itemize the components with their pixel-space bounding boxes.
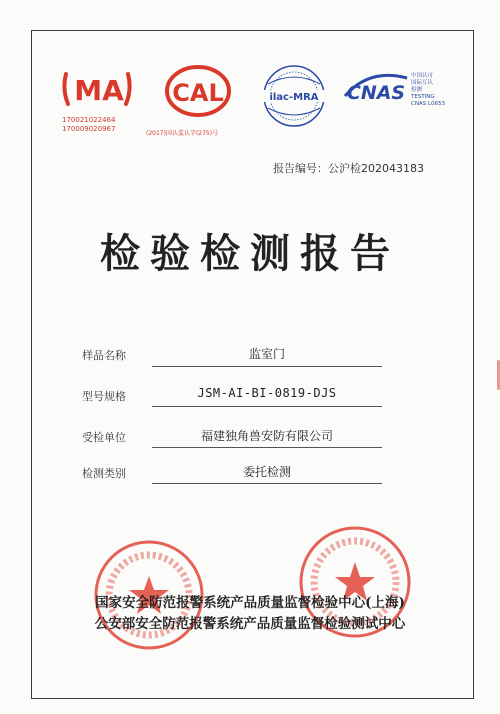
cnas-logo [339, 66, 413, 110]
cma-mark: MA [74, 74, 124, 107]
sample-name-value: 监室门 [248, 347, 285, 361]
test-category-line [152, 483, 382, 484]
cal-mark: CAL [172, 79, 224, 107]
cma-numbers [62, 116, 115, 134]
test-category-label: 检测类别 [82, 467, 126, 480]
cnas-side-text [411, 73, 445, 108]
model-spec-value: JSM-AI-BI-0819-DJS [197, 386, 337, 400]
cnas-mark: CNAS [346, 82, 406, 104]
cma-number-1: 170021022464 [62, 116, 116, 124]
issuer-line-2: 公安部安全防范报警系统产品质量监督检验测试中心 [94, 616, 406, 632]
cal-logo [163, 64, 233, 118]
cma-number-2: 170009020967 [62, 125, 116, 133]
inspected-unit-value: 福建独角兽安防有限公司 [200, 429, 333, 443]
model-spec-line [152, 406, 382, 407]
issuer-line-1: 国家安全防范报警系统产品质量监督检验中心(上海) [95, 595, 405, 611]
ilac-mark: ilac-MRA [269, 92, 319, 103]
cma-left-bracket [64, 74, 68, 104]
sample-name-line [152, 366, 382, 367]
cnas-side-line-5: CNAS L0653 [411, 101, 446, 107]
cma-right-bracket [126, 74, 130, 104]
inspected-unit-line [152, 447, 382, 448]
inspected-unit-label: 受检单位 [82, 431, 126, 444]
cnas-side-line-4: TESTING [411, 94, 435, 100]
model-spec-label: 型号规格 [82, 390, 126, 403]
sample-name-label: 样品名称 [82, 349, 126, 362]
report-number: 报告编号：公沪检202043183 [273, 162, 424, 175]
report-title: 检验检测报告 [100, 230, 400, 277]
cal-caption: (2017)国认监认字(275)号 [146, 130, 219, 137]
test-category-value: 委托检测 [242, 465, 291, 479]
ilac-mra-logo [258, 64, 330, 128]
ilac-arc-top [268, 77, 320, 84]
cnas-side-line-3: 检测 [411, 87, 423, 93]
ilac-arc-bottom [268, 108, 320, 115]
cnas-side-line-2: 国际互认 [411, 80, 434, 86]
cma-logo [60, 66, 134, 112]
cnas-side-line-1: 中国认可 [411, 73, 434, 79]
